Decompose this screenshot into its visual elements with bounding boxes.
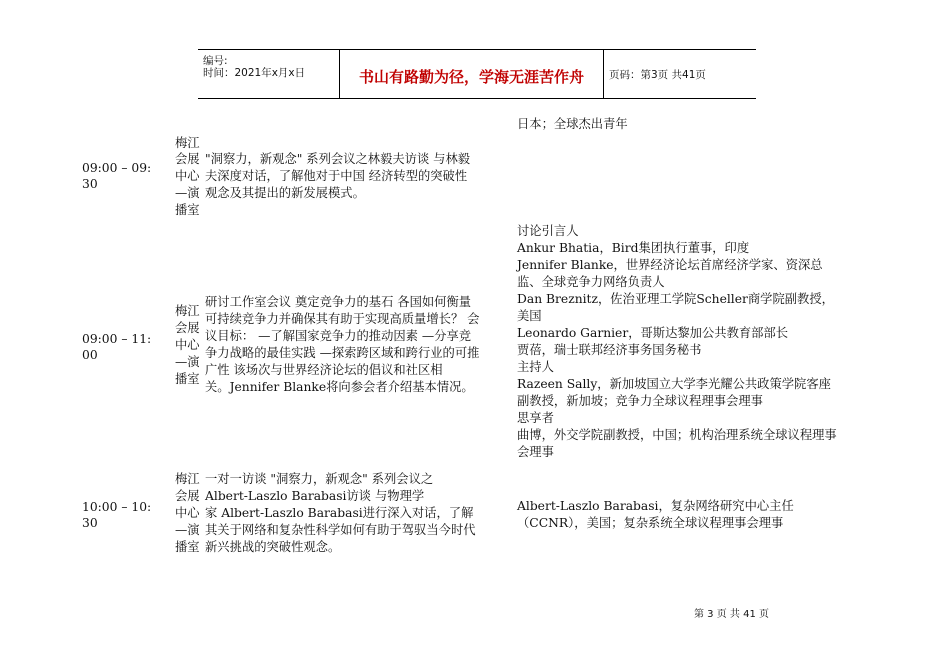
participant-line: Jennifer Blanke，世界经济论坛首席经济学家、资深总 (517, 258, 823, 272)
header-meta-cell (198, 50, 339, 98)
description-line: 一对一访谈 "洞察力，新观念" 系列会议之 (205, 472, 434, 486)
description-line: 争力战略的最佳实践 —探索跨区域和跨行业的可推 (205, 346, 480, 360)
header-page-number: 页码：第3页 共41页 (609, 69, 706, 81)
description-line: 关。Jennifer Blanke将向参会者介绍基本情况。 (205, 380, 474, 394)
venue-line: 播室 (175, 203, 200, 217)
venue-line: 梅江 (175, 136, 200, 150)
participant-line: 会理事 (517, 445, 554, 459)
venue-line: 中心 (175, 506, 200, 520)
session-time-end: 30 (82, 516, 98, 530)
venue-line: —演 (175, 355, 200, 369)
participant-line: 主持人 (517, 360, 554, 374)
description-line: 广性 该场次与世界经济论坛的倡议和社区相 (205, 363, 443, 377)
participant-line: 曲博，外交学院副教授，中国；机构治理系统全球议程理事 (517, 428, 837, 442)
description-line: 其关于网络和复杂性科学如何有助于驾驭当今时代 (205, 523, 476, 537)
venue-line: 会展 (175, 489, 200, 503)
description-line: 家 Albert-Laszlo Barabasi进行深入对话，了解 (205, 506, 474, 520)
participant-line: 讨论引言人 (517, 224, 579, 238)
venue-line: —演 (175, 186, 200, 200)
participant-line: Ankur Bhatia，Bird集团执行董事，印度 (517, 241, 750, 255)
venue-line: —演 (175, 523, 200, 537)
description-line: Albert-Laszlo Barabasi访谈 与物理学 (205, 489, 425, 503)
document-number-label: 编号: (203, 55, 228, 67)
description-line: 可持续竞争力并确保其有助于实现高质量增长？ 会 (205, 312, 480, 326)
session-time: 10:00 – 10: (82, 500, 152, 514)
session-time: 09:00 – 11: (82, 332, 152, 346)
session-time: 09:00 – 09: (82, 161, 152, 175)
venue-line: 播室 (175, 372, 200, 386)
participant-line: Dan Breznitz，佐治亚理工学院Scheller商学院副教授， (517, 292, 834, 306)
venue-line: 中心 (175, 338, 200, 352)
venue-line: 梅江 (175, 472, 200, 486)
venue-line: 会展 (175, 152, 200, 166)
participant-line: 贾蓓，瑞士联邦经济事务国务秘书 (517, 343, 702, 357)
document-time-label: 时间：2021年x月x日 (203, 67, 306, 79)
participant-line: Leonardo Garnier，哥斯达黎加公共教育部部长 (517, 326, 789, 340)
participant-line: 监、全球竞争力网络负责人 (517, 275, 665, 289)
venue-line: 梅江 (175, 304, 200, 318)
description-line: "洞察力，新观念" 系列会议之林毅夫访谈 与林毅 (205, 152, 471, 166)
description-line: 观念及其提出的新发展模式。 (205, 186, 365, 200)
description-line: 研讨工作室会议 奠定竞争力的基石 各国如何衡量 (205, 295, 472, 309)
venue-line: 播室 (175, 540, 200, 554)
participant-line: Razeen Sally，新加坡国立大学李光耀公共政策学院客座 (517, 377, 831, 391)
description-line: 新兴挑战的突破性观念。 (205, 540, 341, 554)
venue-line: 中心 (175, 169, 200, 183)
description-line: 议目标： —了解国家竞争力的推动因素 —分享竞 (205, 329, 472, 343)
header-motto: 书山有路勤为径，学海无涯苦作舟 (358, 68, 584, 86)
participant-line: 日本；全球杰出青年 (517, 117, 628, 131)
page-footer: 第 3 页 共 41 页 (694, 609, 769, 620)
description-line: 夫深度对话，了解他对于中国 经济转型的突破性 (205, 169, 468, 183)
participant-line: 思享者 (517, 411, 554, 425)
participant-line: （CCNR），美国；复杂系统全球议程理事会理事 (517, 516, 784, 530)
page-header (198, 49, 756, 99)
participant-line: 副教授，新加坡；竞争力全球议程理事会理事 (517, 394, 763, 408)
participant-line: Albert-Laszlo Barabasi，复杂网络研究中心主任 (517, 499, 794, 513)
header-page-cell (603, 50, 756, 98)
participant-line: 美国 (517, 309, 542, 323)
venue-line: 会展 (175, 321, 200, 335)
session-time-end: 00 (82, 348, 98, 362)
header-motto-cell (339, 50, 604, 98)
session-time-end: 30 (82, 177, 98, 191)
